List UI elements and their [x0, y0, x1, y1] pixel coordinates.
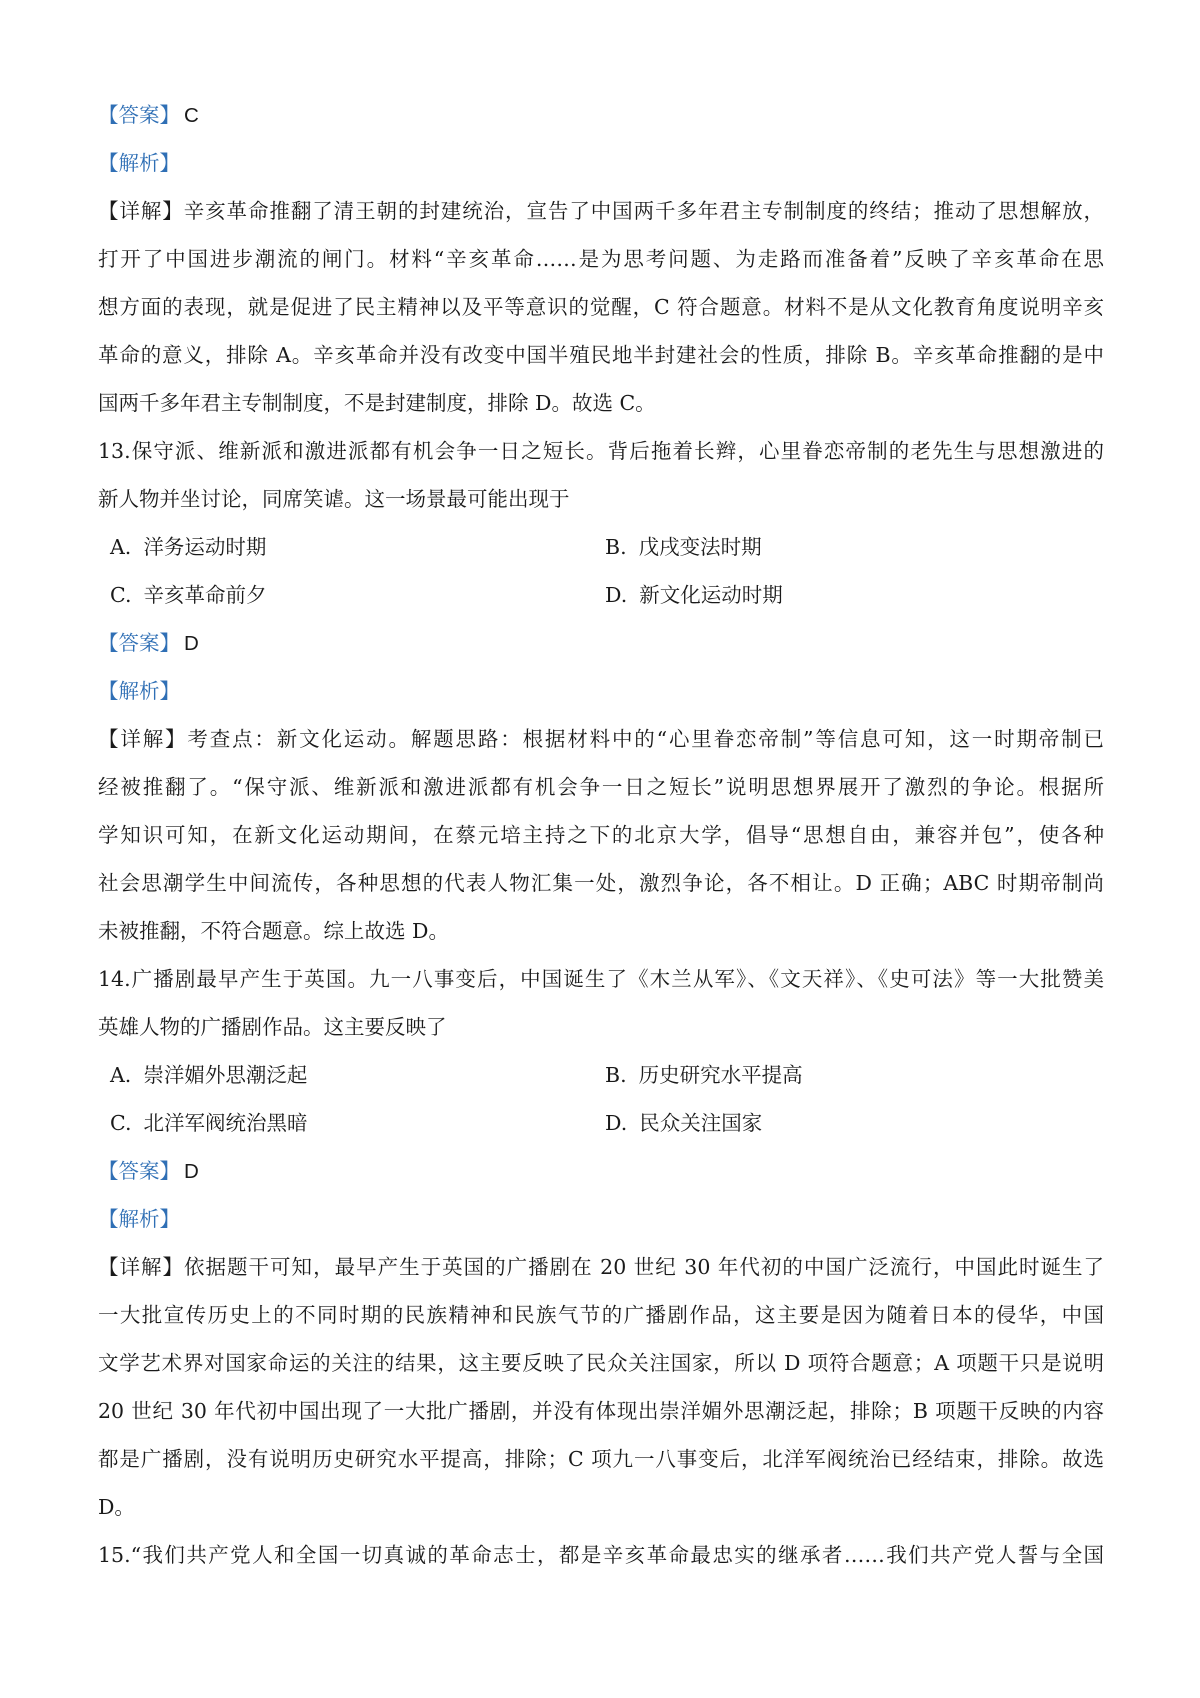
analysis-row	[98, 148, 1104, 178]
question-13-stem: 13.保守派、维新派和激进派都有机会争一日之短长。背后拖着长辫，心里眷恋帝制的老先生与思想激进的	[98, 439, 1104, 463]
answer-row	[98, 100, 1104, 131]
detail-line: 想方面的表现，就是促进了民主精神以及平等意识的觉醒，C 符合题意。材料不是从文化教育角度说明辛亥	[98, 295, 1104, 319]
answer-label: 【答案】	[98, 631, 180, 655]
detail-line: 【详解】依据题干可知，最早产生于英国的广播剧在 20 世纪 30 年代初的中国广泛流行，中国此时诞生了	[98, 1255, 1105, 1279]
detail-label: 【详解】	[98, 727, 188, 751]
detail-line: 经被推翻了。“保守派、维新派和激进派都有机会争一日之短长”说明思想界展开了激烈的争论。根据所	[98, 775, 1104, 799]
analysis-label: 【解析】	[98, 151, 180, 175]
detail-line: 打开了中国进步潮流的闸门。材料“辛亥革命……是为思考问题、为走路而准备着”反映了辛亥革命在思	[98, 247, 1104, 271]
detail-line: 未被推翻，不符合题意。综上故选 D。	[98, 919, 449, 943]
option-b: B. 戊戌变法时期	[605, 535, 762, 559]
option-b: B. 历史研究水平提高	[605, 1063, 803, 1087]
detail-line: 文学艺术界对国家命运的关注的结果，这主要反映了民众关注国家，所以 D 项符合题意；A 项题干只是说明	[98, 1351, 1104, 1375]
detail-line: 国两千多年君主专制制度，不是封建制度，排除 D。故选 C。	[98, 391, 656, 415]
answer-label: 【答案】	[98, 103, 180, 127]
detail-label: 【详解】	[98, 1255, 185, 1279]
detail-line: 都是广播剧，没有说明历史研究水平提高，排除；C 项九一八事变后，北洋军阀统治已经结束，排除。故选	[98, 1447, 1104, 1471]
detail-line: 一大批宣传历史上的不同时期的民族精神和民族气节的广播剧作品，这主要是因为随着日本的侵华，中国	[98, 1303, 1104, 1327]
option-c: C. 辛亥革命前夕	[110, 583, 267, 607]
detail-line: 20 世纪 30 年代初中国出现了一大批广播剧，并没有体现出崇洋媚外思潮泛起，排除；B 项题干反映的内容	[98, 1399, 1104, 1423]
option-a: A. 崇洋媚外思潮泛起	[110, 1063, 308, 1087]
detail-line: 学知识可知，在新文化运动期间，在蔡元培主持之下的北京大学，倡导“思想自由，兼容并包”，使各种	[98, 823, 1104, 847]
answer-value: D	[184, 632, 199, 655]
question-14-stem: 14.广播剧最早产生于英国。九一八事变后，中国诞生了《木兰从军》、《文天祥》、《史可法》等一大批赞美	[98, 967, 1104, 991]
question-14-stem: 英雄人物的广播剧作品。这主要反映了	[98, 1015, 447, 1039]
analysis-label: 【解析】	[98, 679, 180, 703]
detail-line: 革命的意义，排除 A。辛亥革命并没有改变中国半殖民地半封建社会的性质，排除 B。辛亥革命推翻的是中	[98, 343, 1104, 367]
answer-row	[98, 1156, 1104, 1187]
analysis-label: 【解析】	[98, 1207, 180, 1231]
answer-value: C	[184, 104, 199, 127]
analysis-row	[98, 1204, 1104, 1234]
option-d: D. 民众关注国家	[605, 1111, 763, 1135]
option-d: D. 新文化运动时期	[605, 583, 783, 607]
answer-value: D	[184, 1160, 199, 1183]
option-c: C. 北洋军阀统治黑暗	[110, 1111, 308, 1135]
question-13-stem: 新人物并坐讨论，同席笑谑。这一场景最可能出现于	[98, 487, 570, 511]
detail-label: 【详解】	[98, 199, 184, 223]
answer-label: 【答案】	[98, 1159, 180, 1183]
detail-line: 社会思潮学生中间流传，各种思想的代表人物汇集一处，激烈争论，各不相让。D 正确；ABC 时期帝制尚	[98, 871, 1104, 895]
detail-line: 【详解】辛亥革命推翻了清王朝的封建统治，宣告了中国两千多年君主专制制度的终结；推动了思想解放，	[98, 199, 1105, 223]
answer-row	[98, 628, 1104, 659]
question-15-stem: 15.“我们共产党人和全国一切真诚的革命志士，都是辛亥革命最忠实的继承者……我们共产党人誓与全国	[98, 1543, 1104, 1567]
detail-line: 【详解】考查点：新文化运动。解题思路：根据材料中的“心里眷恋帝制”等信息可知，这一时期帝制已	[98, 727, 1104, 751]
analysis-row	[98, 676, 1104, 706]
detail-line: D。	[98, 1495, 135, 1519]
option-a: A. 洋务运动时期	[110, 535, 267, 559]
